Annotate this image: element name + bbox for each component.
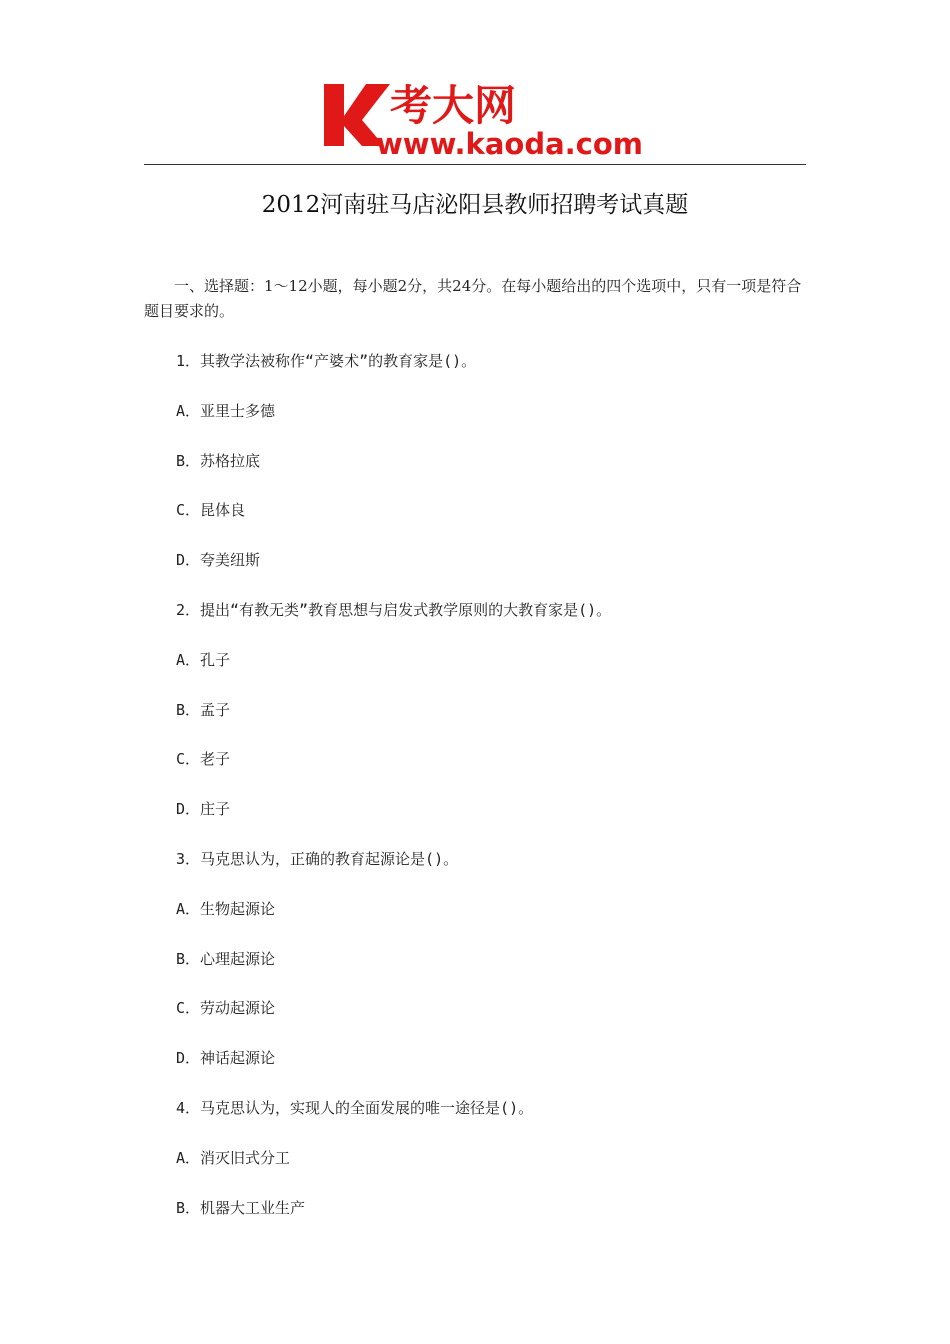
question-4-option-b: B．机器大工业生产	[176, 1198, 306, 1217]
question-1-option-a: A．亚里士多德	[176, 401, 276, 420]
logo-brand-text: 考大网	[390, 81, 517, 130]
question-list	[176, 348, 796, 1244]
question-3-option-a: A．生物起源论	[176, 899, 276, 918]
question-2-option-c: C．老子	[176, 750, 231, 769]
header-divider	[144, 164, 806, 165]
logo-graphic	[318, 76, 648, 162]
question-3-option-c: C．劳动起源论	[176, 999, 276, 1018]
question-3-option-b: B．心理起源论	[176, 949, 276, 968]
question-2-option-d: D．庄子	[176, 800, 231, 819]
question-1-option-b: B．苏格拉底	[176, 451, 261, 470]
question-1-stem: 1．其教学法被称作“产婆术”的教育家是()。	[176, 352, 477, 370]
document-title: 2012河南驻马店泌阳县教师招聘考试真题	[261, 192, 689, 218]
question-1-option-d: D．夸美纽斯	[176, 551, 261, 570]
question-3-option-d: D．神话起源论	[176, 1049, 276, 1068]
question-1-option-c: C．昆体良	[176, 501, 246, 520]
question-2-option-a: A．孔子	[176, 650, 231, 669]
question-4-stem: 4．马克思认为，实现人的全面发展的唯一途径是()。	[176, 1098, 534, 1117]
question-4-option-a: A．消灭旧式分工	[176, 1148, 291, 1167]
question-3-stem: 3．马克思认为，正确的教育起源论是()。	[176, 849, 459, 868]
kaoda-logo	[318, 76, 648, 162]
question-2-option-b: B．孟子	[176, 700, 231, 719]
section-intro: 一、选择题：1～12小题，每小题2分，共24分。在每小题给出的四个选项中，只有一项是符合题目要求的。	[144, 277, 802, 320]
question-2-stem: 2．提出“有教无类”教育思想与启发式教学原则的大教育家是()。	[176, 600, 612, 619]
logo-url-text: www.kaoda.com	[376, 127, 643, 161]
